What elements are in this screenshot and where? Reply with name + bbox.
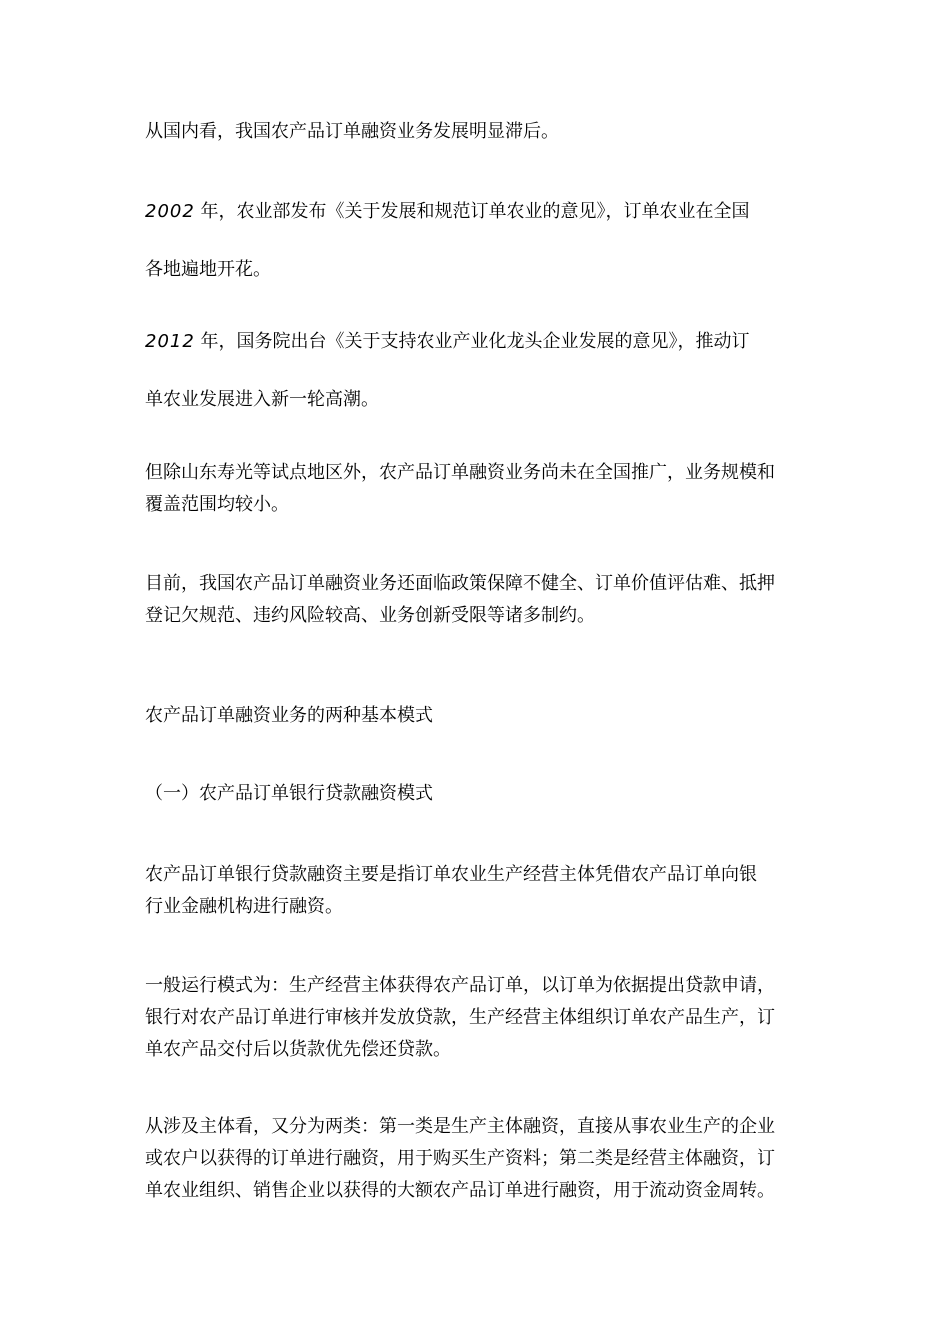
text-line: 单农产品交付后以货款优先偿还贷款。: [145, 1039, 451, 1060]
text-line: 从国内看，我国农产品订单融资业务发展明显滞后。: [145, 121, 559, 142]
text-line: 但除山东寿光等试点地区外，农产品订单融资业务尚未在全国推广，业务规模和: [145, 462, 775, 483]
text-line: 单农业组织、销售企业以获得的大额农产品订单进行融资，用于流动资金周转。: [145, 1180, 775, 1201]
text-line: 目前，我国农产品订单融资业务还面临政策保障不健全、订单价值评估难、抵押: [145, 573, 775, 594]
text-line: 或农户以获得的订单进行融资，用于购买生产资料；第二类是经营主体融资，订: [145, 1148, 775, 1169]
text-line: 覆盖范围均较小。: [145, 494, 289, 515]
paragraph-bank-loan-definition: [145, 859, 810, 923]
text-line: 登记欠规范、违约风险较高、业务创新受限等诸多制约。: [145, 605, 595, 626]
text-line: 农产品订单融资业务的两种基本模式: [145, 705, 433, 726]
year-number: 2012: [145, 331, 195, 352]
paragraph-operating-mode: [145, 970, 810, 1066]
text-line: 一般运行模式为：生产经营主体获得农产品订单，以订单为依据提出贷款申请，: [145, 975, 775, 996]
text-line: 2012 年，国务院出台《关于支持农业产业化龙头企业发展的意见》，推动订: [145, 331, 750, 352]
text-line: 从涉及主体看，又分为两类：第一类是生产主体融资，直接从事农业生产的企业: [145, 1116, 775, 1137]
paragraph-constraints: [145, 568, 810, 632]
paragraph-2012: [145, 326, 810, 442]
text-line: 2002 年，农业部发布《关于发展和规范订单农业的意见》，订单农业在全国: [145, 201, 750, 222]
paragraph-domestic-overview: [145, 116, 810, 148]
text-line: （一）农产品订单银行贷款融资模式: [145, 783, 433, 804]
year-number: 2002: [145, 201, 195, 222]
section-heading-two-modes: [145, 700, 810, 732]
text-line: 农产品订单银行贷款融资主要是指订单农业生产经营主体凭借农产品订单向银: [145, 864, 757, 885]
paragraph-two-types: [145, 1111, 810, 1207]
text-line: 行业金融机构进行融资。: [145, 896, 343, 917]
text-line: 单农业发展进入新一轮高潮。: [145, 389, 379, 410]
subsection-heading-bank-loan: [145, 778, 810, 810]
paragraph-pilot-areas: [145, 457, 810, 521]
text-line: 各地遍地开花。: [145, 259, 271, 280]
paragraph-2002: [145, 196, 810, 312]
text-line: 银行对农产品订单进行审核并发放贷款，生产经营主体组织订单农产品生产，订: [145, 1007, 775, 1028]
